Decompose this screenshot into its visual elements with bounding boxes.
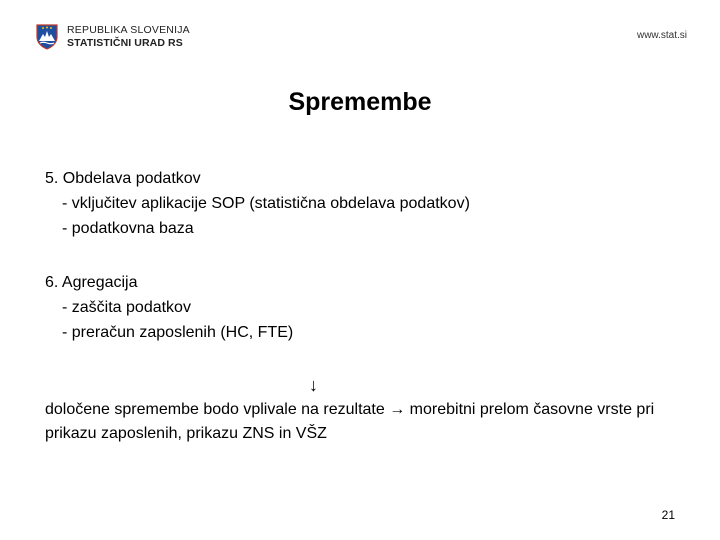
list-item: - podatkovna baza (62, 220, 194, 237)
page-number: 21 (661, 508, 675, 522)
section-data-processing (45, 166, 470, 241)
list-item: - zaščita podatkov (62, 299, 191, 316)
slide-title: Spremembe (288, 88, 432, 116)
section-heading: 6. Agregacija (45, 274, 138, 291)
conclusion-text: določene spremembe bodo vplivale na rezultate → morebitni prelom časovne vrste pri prikazu zaposlenih, prikazu ZNS in VŠZ (45, 401, 655, 442)
list-item: - vključitev aplikacije SOP (statistična obdelava podatkov) (62, 195, 470, 212)
list-item: - preračun zaposlenih (HC, FTE) (62, 324, 294, 341)
site-url: www.stat.si (636, 30, 687, 41)
logo-text (67, 24, 190, 50)
logo-line-republic: REPUBLIKA SLOVENIJA (67, 24, 190, 36)
down-arrow-icon: ↓ (309, 375, 318, 395)
section-aggregation (45, 270, 293, 345)
section-heading: 5. Obdelava podatkov (45, 170, 201, 187)
logo-line-office: STATISTIČNI URAD RS (67, 37, 183, 49)
header-logo (36, 24, 190, 50)
slovenia-coat-of-arms-icon (36, 24, 58, 50)
